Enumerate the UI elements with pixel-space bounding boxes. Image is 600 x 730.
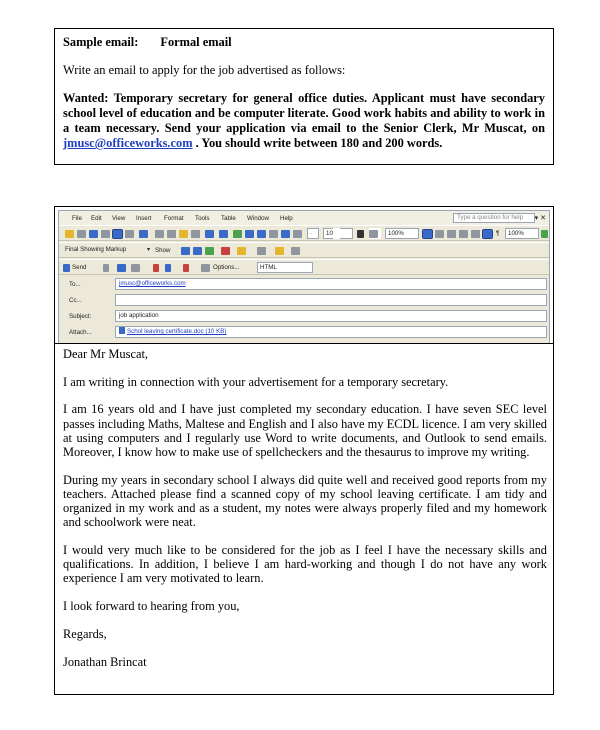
show-button[interactable]: Show (155, 247, 171, 254)
zoom-dropdown[interactable]: 100% (385, 228, 419, 239)
read-icon[interactable] (471, 230, 480, 238)
menu-format[interactable]: Format (164, 215, 184, 222)
docmap-icon[interactable] (281, 230, 290, 238)
importance-low-icon[interactable] (165, 264, 171, 272)
flag-icon[interactable] (183, 264, 189, 272)
hyperlink-icon[interactable] (233, 230, 242, 238)
copy-icon[interactable] (167, 230, 176, 238)
redo-icon[interactable] (219, 230, 228, 238)
drawing-icon[interactable] (269, 230, 278, 238)
markup-icon[interactable] (291, 247, 300, 255)
paragraph-4: I would very much like to be considered for the job as I feel I have the necessary skills and qualifications. In addition, I believe I am hard-working and though I do not have any work experience I am very motivated to learn. (63, 543, 547, 586)
attach-row (59, 325, 549, 340)
menu-tools[interactable]: Tools (195, 215, 210, 222)
document-icon (119, 327, 125, 334)
reviewing-pane-icon[interactable] (275, 247, 284, 255)
paragraph-1: I am writing in connection with your advertisement for a temporary secretary. (63, 374, 449, 389)
standard-toolbar (59, 225, 549, 241)
attach-field[interactable] (115, 326, 547, 338)
help-search-input[interactable]: Type a question for help (453, 213, 535, 223)
table-icon[interactable] (245, 230, 254, 238)
email-body (63, 347, 547, 682)
menu-view[interactable]: View (112, 215, 126, 222)
new-comment-icon[interactable] (237, 247, 246, 255)
email-screenshot-box (54, 206, 554, 695)
menu-help[interactable]: Help (280, 215, 293, 222)
task-subtitle: Formal email (160, 35, 232, 49)
spacer-35 (337, 228, 339, 239)
to-field[interactable]: jmusc@officeworks.com (115, 278, 547, 290)
print-icon[interactable] (113, 230, 122, 238)
format-painter-icon[interactable] (191, 230, 200, 238)
cc-field[interactable] (115, 294, 547, 306)
task-title-label: Sample email: (63, 35, 139, 49)
task-instruction: Write an email to apply for the job advertised as follows: (63, 63, 346, 77)
menu-window[interactable]: Window (247, 215, 270, 222)
message-format-dropdown[interactable]: HTML (257, 262, 313, 273)
font-size-dropdown[interactable]: 10 (323, 228, 353, 239)
paste-icon[interactable] (179, 230, 188, 238)
spacer-38 (335, 228, 337, 239)
reject-change-icon[interactable] (221, 247, 230, 255)
track-changes-icon[interactable] (257, 247, 266, 255)
showhide-icon[interactable] (293, 230, 302, 238)
save-icon[interactable] (89, 230, 98, 238)
attach-button[interactable]: Attach... (69, 329, 92, 336)
cc-button[interactable]: Cc... (69, 297, 82, 304)
undo-icon[interactable] (205, 230, 214, 238)
send-icon[interactable] (63, 264, 70, 272)
prev-change-icon[interactable] (181, 247, 190, 255)
menu-file[interactable]: File (72, 215, 82, 222)
job-advert-tail: . You should write between 180 and 200 words. (192, 136, 443, 150)
advert-email-link[interactable]: jmusc@officeworks.com (63, 136, 193, 150)
subject-field[interactable]: job application (115, 310, 547, 322)
paragraph-3: During my years in secondary school I always did quite well and received good reports from my teachers. Attached please find a scanned copy of my school leaving certificate. I am tidy and organized in my work and as a student, my notes were always properly filed and my homework and schoolwork were neat. (63, 472, 547, 530)
options-icon[interactable] (201, 264, 210, 272)
paragraph-2: I am 16 years old and I have just completed my secondary education. I have seven SEC level passes including Maths, Maltese and English and I also have my ECDL licence. I am very skilled at using computers and I regularly use Word to write documents, and Outlook to send emails. Moreover, I know how to make use of spellcheckers and the thesaurus to improve my writing. (63, 402, 547, 460)
menu-edit[interactable]: Edit (91, 215, 102, 222)
align-right-icon[interactable] (447, 230, 456, 238)
columns-icon[interactable] (257, 230, 266, 238)
menu-table[interactable]: Table (221, 215, 236, 222)
bold-icon[interactable] (357, 230, 364, 238)
close-icon[interactable]: ▾ ✕ (534, 215, 546, 222)
cc-row (59, 293, 549, 308)
check-names-icon[interactable] (131, 264, 140, 272)
align-left-icon[interactable] (423, 230, 432, 238)
outlook-compose-window (58, 210, 550, 344)
address-book-icon[interactable] (117, 264, 126, 272)
accept-change-icon[interactable] (205, 247, 214, 255)
subject-label: Subject: (69, 313, 92, 320)
open-icon[interactable] (77, 230, 86, 238)
paragraph-5: I look forward to hearing from you, (63, 599, 240, 614)
closing: Regards, (63, 626, 107, 641)
signature: Jonathan Brincat (63, 654, 147, 669)
to-button[interactable]: To... (69, 281, 81, 288)
font-name-dropdown[interactable]: · (307, 228, 319, 239)
task-title (63, 35, 545, 50)
menu-insert[interactable]: Insert (136, 215, 152, 222)
markup-mode-dropdown[interactable]: Final Showing Markup (65, 246, 127, 253)
cut-icon[interactable] (155, 230, 164, 238)
menu-bar (59, 211, 549, 225)
italic-icon[interactable] (369, 230, 378, 238)
next-change-icon[interactable] (193, 247, 202, 255)
task-box (54, 28, 554, 165)
job-advert (63, 91, 545, 151)
subject-row (59, 309, 549, 324)
reviewing-toolbar (59, 242, 549, 258)
zoom2-dropdown[interactable]: 100% (505, 228, 539, 239)
importance-high-icon[interactable] (153, 264, 159, 272)
highlight-icon[interactable] (541, 230, 548, 238)
justify-icon[interactable] (459, 230, 468, 238)
preview-icon[interactable] (125, 230, 134, 238)
new-icon[interactable] (65, 230, 74, 238)
pilcrow-icon[interactable]: ¶ (496, 230, 500, 237)
research-icon[interactable] (483, 230, 492, 238)
options-button[interactable]: Options... (213, 264, 240, 271)
align-center-icon[interactable] (435, 230, 444, 238)
attachment-link[interactable]: Schol leaving certificate.doc (10 KB) (127, 328, 227, 335)
spacer-24 (379, 228, 381, 239)
header-divider (55, 343, 553, 344)
send-button[interactable]: Send (72, 264, 87, 271)
to-row (59, 277, 549, 292)
spelling-icon[interactable] (139, 230, 148, 238)
email-toolbar (59, 259, 549, 275)
permission-icon[interactable] (101, 230, 110, 238)
greeting: Dear Mr Muscat, (63, 347, 148, 361)
attach-file-icon[interactable] (103, 264, 109, 272)
job-advert-text: Wanted: Temporary secretary for general office duties. Applicant must have secondary school level of education and be computer literate. Good work habits and ability to work in a team necessary. Send your application via email to the Senior Clerk, Mr Muscat, on (63, 91, 545, 135)
chevron-down-icon[interactable]: ▾ (147, 247, 151, 253)
